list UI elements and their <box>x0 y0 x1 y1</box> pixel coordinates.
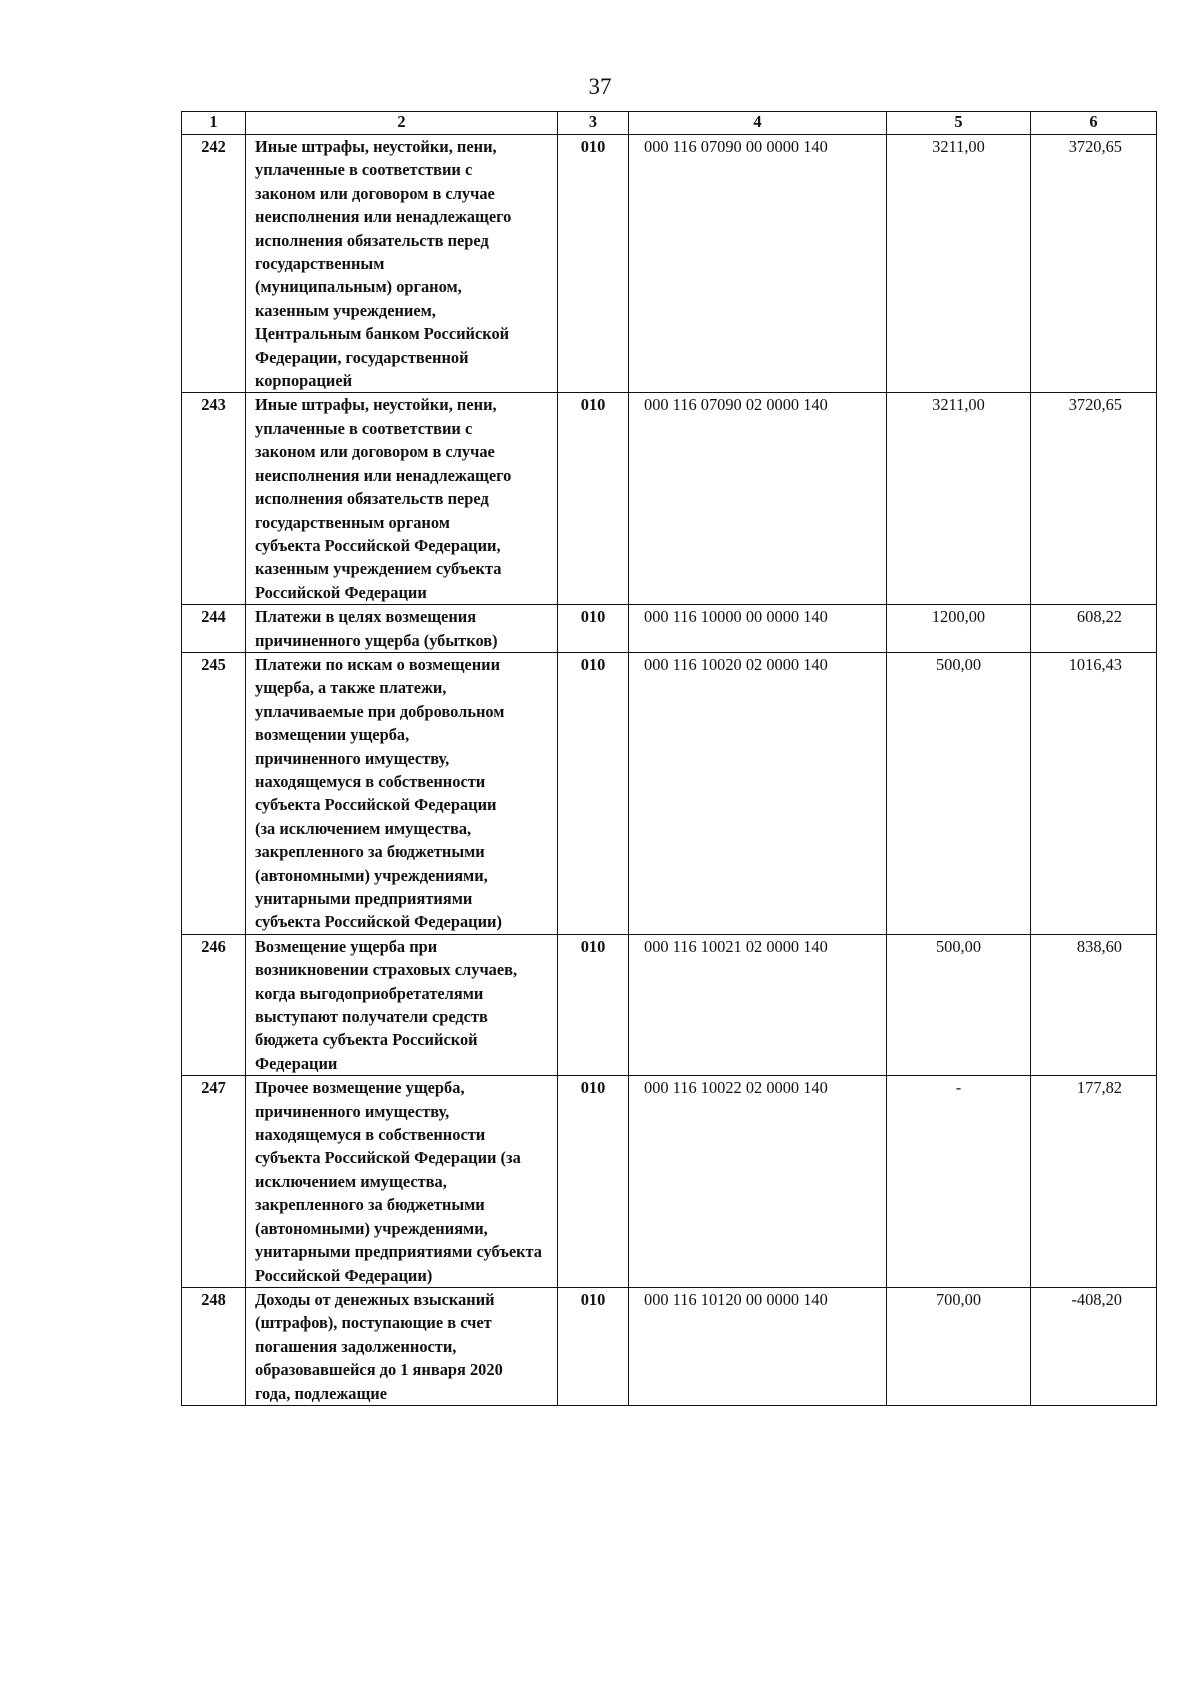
header-col-4: 4 <box>629 112 887 135</box>
row-admin-code: 010 <box>558 1287 629 1405</box>
row-budget-code: 000 116 10022 02 0000 140 <box>629 1076 887 1288</box>
row-number: 245 <box>182 652 246 934</box>
revenue-table <box>181 111 1157 1406</box>
row-number: 243 <box>182 393 246 605</box>
row-admin-code: 010 <box>558 934 629 1075</box>
table-row <box>182 605 1157 653</box>
row-name <box>246 393 558 605</box>
table-row <box>182 135 1157 393</box>
row-plan-value: 1200,00 <box>887 605 1031 653</box>
row-budget-code: 000 116 10021 02 0000 140 <box>629 934 887 1075</box>
row-actual-value: 3720,65 <box>1031 393 1157 605</box>
header-col-3: 3 <box>558 112 629 135</box>
row-actual-value: 177,82 <box>1031 1076 1157 1288</box>
row-plan-value: 500,00 <box>887 934 1031 1075</box>
header-row <box>182 112 1157 135</box>
row-admin-code: 010 <box>558 605 629 653</box>
row-plan-value: 700,00 <box>887 1287 1031 1405</box>
row-budget-code: 000 116 07090 00 0000 140 <box>629 135 887 393</box>
row-actual-value: 838,60 <box>1031 934 1157 1075</box>
table-row <box>182 393 1157 605</box>
table-row <box>182 652 1157 934</box>
row-admin-code: 010 <box>558 1076 629 1288</box>
row-name-text: Платежи по искам о возмещении ущерба, а также платежи, уплачиваемые при добровольном возмещении ущерба, причиненного имуществу, находящемуся в собственности субъекта Российской Федерации (за исключением имущества, закрепленного за бюджетными (автономными) учреждениями, унитарными предприятиями субъекта Российской Федерации) <box>255 654 505 932</box>
row-budget-code: 000 116 10120 00 0000 140 <box>629 1287 887 1405</box>
row-budget-code: 000 116 07090 02 0000 140 <box>629 393 887 605</box>
row-name-text: Доходы от денежных взысканий (штрафов), поступающие в счет погашения задолженности, образовавшейся до 1 января 2020 года, подлежащие <box>255 1289 503 1403</box>
row-name-text: Иные штрафы, неустойки, пени, уплаченные в соответствии с законом или договором в случае неисполнения или ненадлежащего исполнения обязательств перед государственным органом субъекта Российской Федерации, казенным учреждением субъекта Российской Федерации <box>255 395 512 602</box>
row-plan-value: - <box>887 1076 1031 1288</box>
header-col-5: 5 <box>887 112 1031 135</box>
row-name-text: Платежи в целях возмещения причиненного ущерба (убытков) <box>255 607 498 650</box>
page-number: 37 <box>588 74 612 99</box>
table-row <box>182 1076 1157 1288</box>
header-col-2: 2 <box>246 112 558 135</box>
table-body <box>182 135 1157 1406</box>
row-number: 248 <box>182 1287 246 1405</box>
header-col-6: 6 <box>1031 112 1157 135</box>
row-name <box>246 934 558 1075</box>
table-row <box>182 1287 1157 1405</box>
row-name <box>246 605 558 653</box>
row-actual-value: 3720,65 <box>1031 135 1157 393</box>
row-name <box>246 652 558 934</box>
row-name <box>246 1287 558 1405</box>
row-plan-value: 3211,00 <box>887 393 1031 605</box>
row-admin-code: 010 <box>558 393 629 605</box>
row-plan-value: 500,00 <box>887 652 1031 934</box>
row-actual-value: 1016,43 <box>1031 652 1157 934</box>
row-name-text: Иные штрафы, неустойки, пени, уплаченные в соответствии с законом или договором в случае неисполнения или ненадлежащего исполнения обязательств перед государственным (муниципальным) органом, казенным учреждением, Центральным банком Российской Федерации, государственной корпорацией <box>255 137 512 391</box>
row-budget-code: 000 116 10000 00 0000 140 <box>629 605 887 653</box>
row-plan-value: 3211,00 <box>887 135 1031 393</box>
table-row <box>182 934 1157 1075</box>
row-name-text: Прочее возмещение ущерба, причиненного имуществу, находящемуся в собственности субъекта Российской Федерации (за исключением имущества, закрепленного за бюджетными (автономными) учреждениями, унитарными предприятиями субъекта Российской Федерации) <box>255 1078 542 1285</box>
row-actual-value: -408,20 <box>1031 1287 1157 1405</box>
row-admin-code: 010 <box>558 135 629 393</box>
row-number: 246 <box>182 934 246 1075</box>
row-number: 247 <box>182 1076 246 1288</box>
row-actual-value: 608,22 <box>1031 605 1157 653</box>
row-budget-code: 000 116 10020 02 0000 140 <box>629 652 887 934</box>
row-name <box>246 1076 558 1288</box>
table-header <box>182 112 1157 135</box>
row-name-text: Возмещение ущерба при возникновении страховых случаев, когда выгодоприобретателями выступают получатели средств бюджета субъекта Российской Федерации <box>255 936 518 1073</box>
row-admin-code: 010 <box>558 652 629 934</box>
row-number: 242 <box>182 135 246 393</box>
header-col-1: 1 <box>182 112 246 135</box>
row-name <box>246 135 558 393</box>
row-number: 244 <box>182 605 246 653</box>
